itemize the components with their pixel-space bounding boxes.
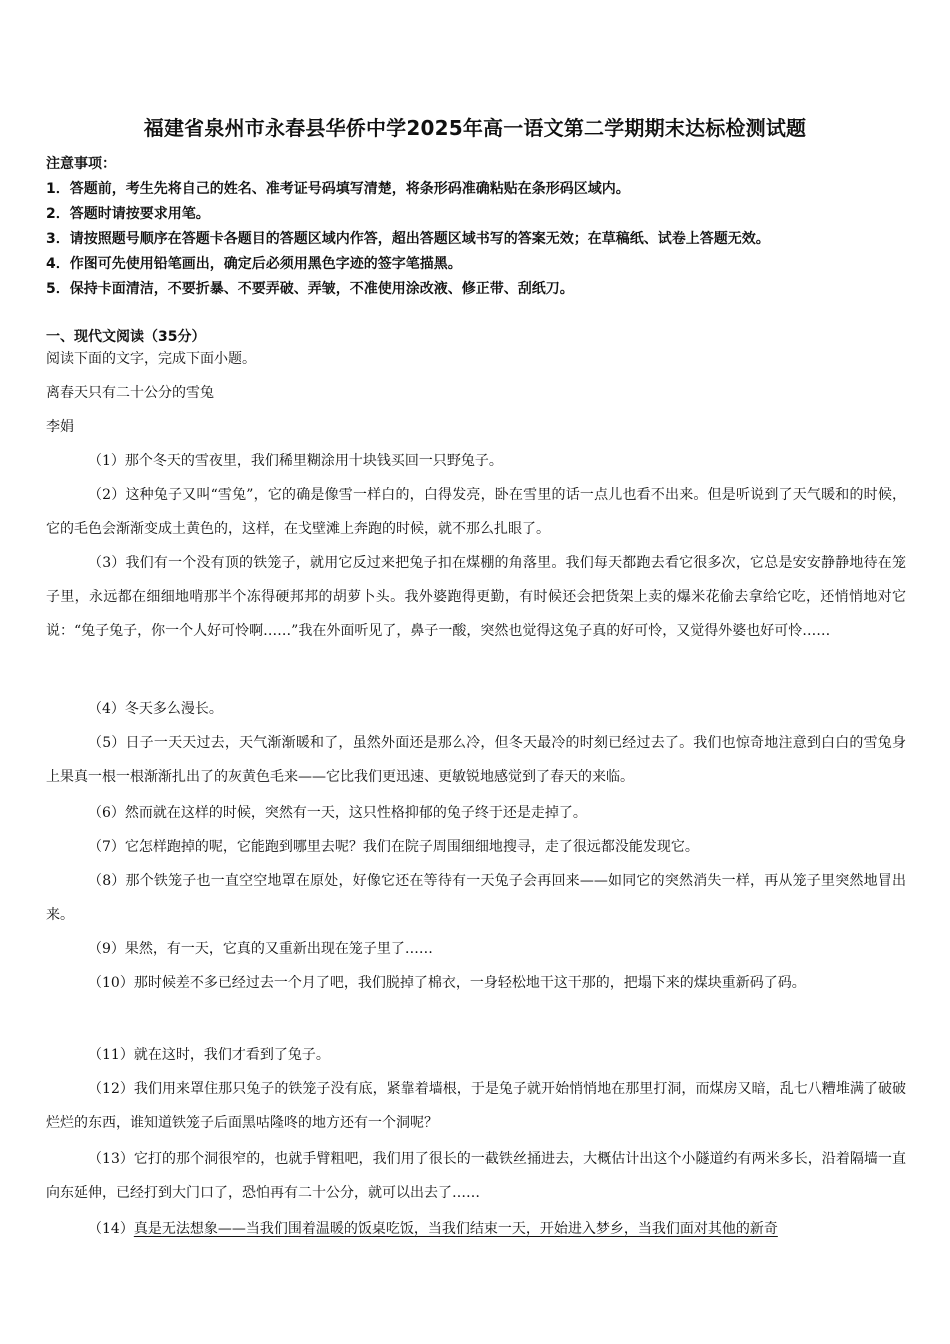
article-title: 离春天只有二十公分的雪兔 [46,385,214,401]
paragraph-2: （2）这种兔子又叫“雪兔”，它的确是像雪一样白的，白得发亮，卧在雪里的话一点儿也看不出来。但是听说到了天气暖和的时候，它的毛色会渐渐变成土黄色的，这样，在戈壁滩上奔跑的时候，就不那么扎眼了。 [46,487,906,537]
notice-item: 3．请按照题号顺序在答题卡各题目的答题区域内作答，超出答题区域书写的答案无效；在草稿纸、试卷上答题无效。 [46,231,770,247]
paragraph-14-number: （14） [88,1221,134,1237]
section-intro: 阅读下面的文字，完成下面小题。 [46,351,256,367]
paragraph-12: （12）我们用来罩住那只兔子的铁笼子没有底，紧靠着墙根，于是兔子就开始悄悄地在那里打洞，而煤房又暗，乱七八糟堆满了破破烂烂的东西，谁知道铁笼子后面黑咕隆咚的地方还有一个洞呢？ [46,1081,906,1131]
notice-item: 5．保持卡面清洁，不要折暴、不要弄破、弄皱，不准使用涂改液、修正带、刮纸刀。 [46,281,574,297]
notice-block [46,152,916,302]
paragraph-6: （6）然而就在这样的时候，突然有一天，这只性格抑郁的兔子终于还是走掉了。 [88,805,587,821]
paragraph-5: （5）日子一天天过去，天气渐渐暖和了，虽然外面还是那么冷，但冬天最冷的时刻已经过去了。我们也惊奇地注意到白白的雪兔身上果真一根一根渐渐扎出了的灰黄色毛来——它比我们更迅速、更敏锐地感觉到了春天的来临。 [46,735,906,785]
paragraph-9: （9）果然，有一天，它真的又重新出现在笼子里了…… [88,941,433,957]
paragraph-14-underlined-text: 真是无法想象——当我们围着温暖的饭桌吃饭，当我们结束一天，开始进入梦乡，当我们面对其他的新奇 [133,1221,778,1237]
section-heading: 一、现代文阅读（35分） [46,329,206,345]
paragraph-11: （11）就在这时，我们才看到了兔子。 [88,1047,330,1063]
paragraph-8: （8）那个铁笼子也一直空空地罩在原处，好像它还在等待有一天兔子会再回来——如同它的突然消失一样，再从笼子里突然地冒出来。 [46,873,906,923]
paragraph-4: （4）冬天多么漫长。 [88,701,223,717]
notice-heading: 注意事项： [46,156,116,172]
paragraph-1: （1）那个冬天的雪夜里，我们稀里糊涂用十块钱买回一只野兔子。 [88,453,503,469]
article-author: 李娟 [46,419,74,435]
paragraph-10: （10）那时候差不多已经过去一个月了吧，我们脱掉了棉衣，一身轻松地干这干那的，把塌下来的煤块重新码了码。 [88,975,806,991]
paragraph-3: （3）我们有一个没有顶的铁笼子，就用它反过来把兔子扣在煤棚的角落里。我们每天都跑去看它很多次，它总是安安静静地待在笼子里，永远都在细细地啃那半个冻得硬邦邦的胡萝卜头。我外婆跑得更勤，有时候还会把货架上卖的爆米花偷去拿给它吃，还悄悄地对它说：“兔子兔子，你一个人好可怜啊……”我在外面听见了，鼻子一酸，突然也觉得这兔子真的好可怜，又觉得外婆也好可怜…… [46,555,906,639]
paragraph-14 [46,1212,906,1246]
paragraph-7: （7）它怎样跑掉的呢，它能跑到哪里去呢？我们在院子周围细细地搜寻，走了很远都没能发现它。 [88,839,699,855]
page-title: 福建省泉州市永春县华侨中学2025年高一语文第二学期期末达标检测试题 [143,116,807,140]
notice-item: 1．答题前，考生先将自己的姓名、准考证号码填写清楚，将条形码准确粘贴在条形码区域内。 [46,181,630,197]
notice-item: 2．答题时请按要求用笔。 [46,206,210,222]
paragraph-13: （13）它打的那个洞很窄的，也就手臂粗吧，我们用了很长的一截铁丝捅进去，大概估计出这个小隧道约有两米多长，沿着隔墙一直向东延伸，已经打到大门口了，恐怕再有二十公分，就可以出去了…… [46,1151,906,1201]
notice-item: 4．作图可先使用铅笔画出，确定后必须用黑色字迹的签字笔描黑。 [46,256,462,272]
